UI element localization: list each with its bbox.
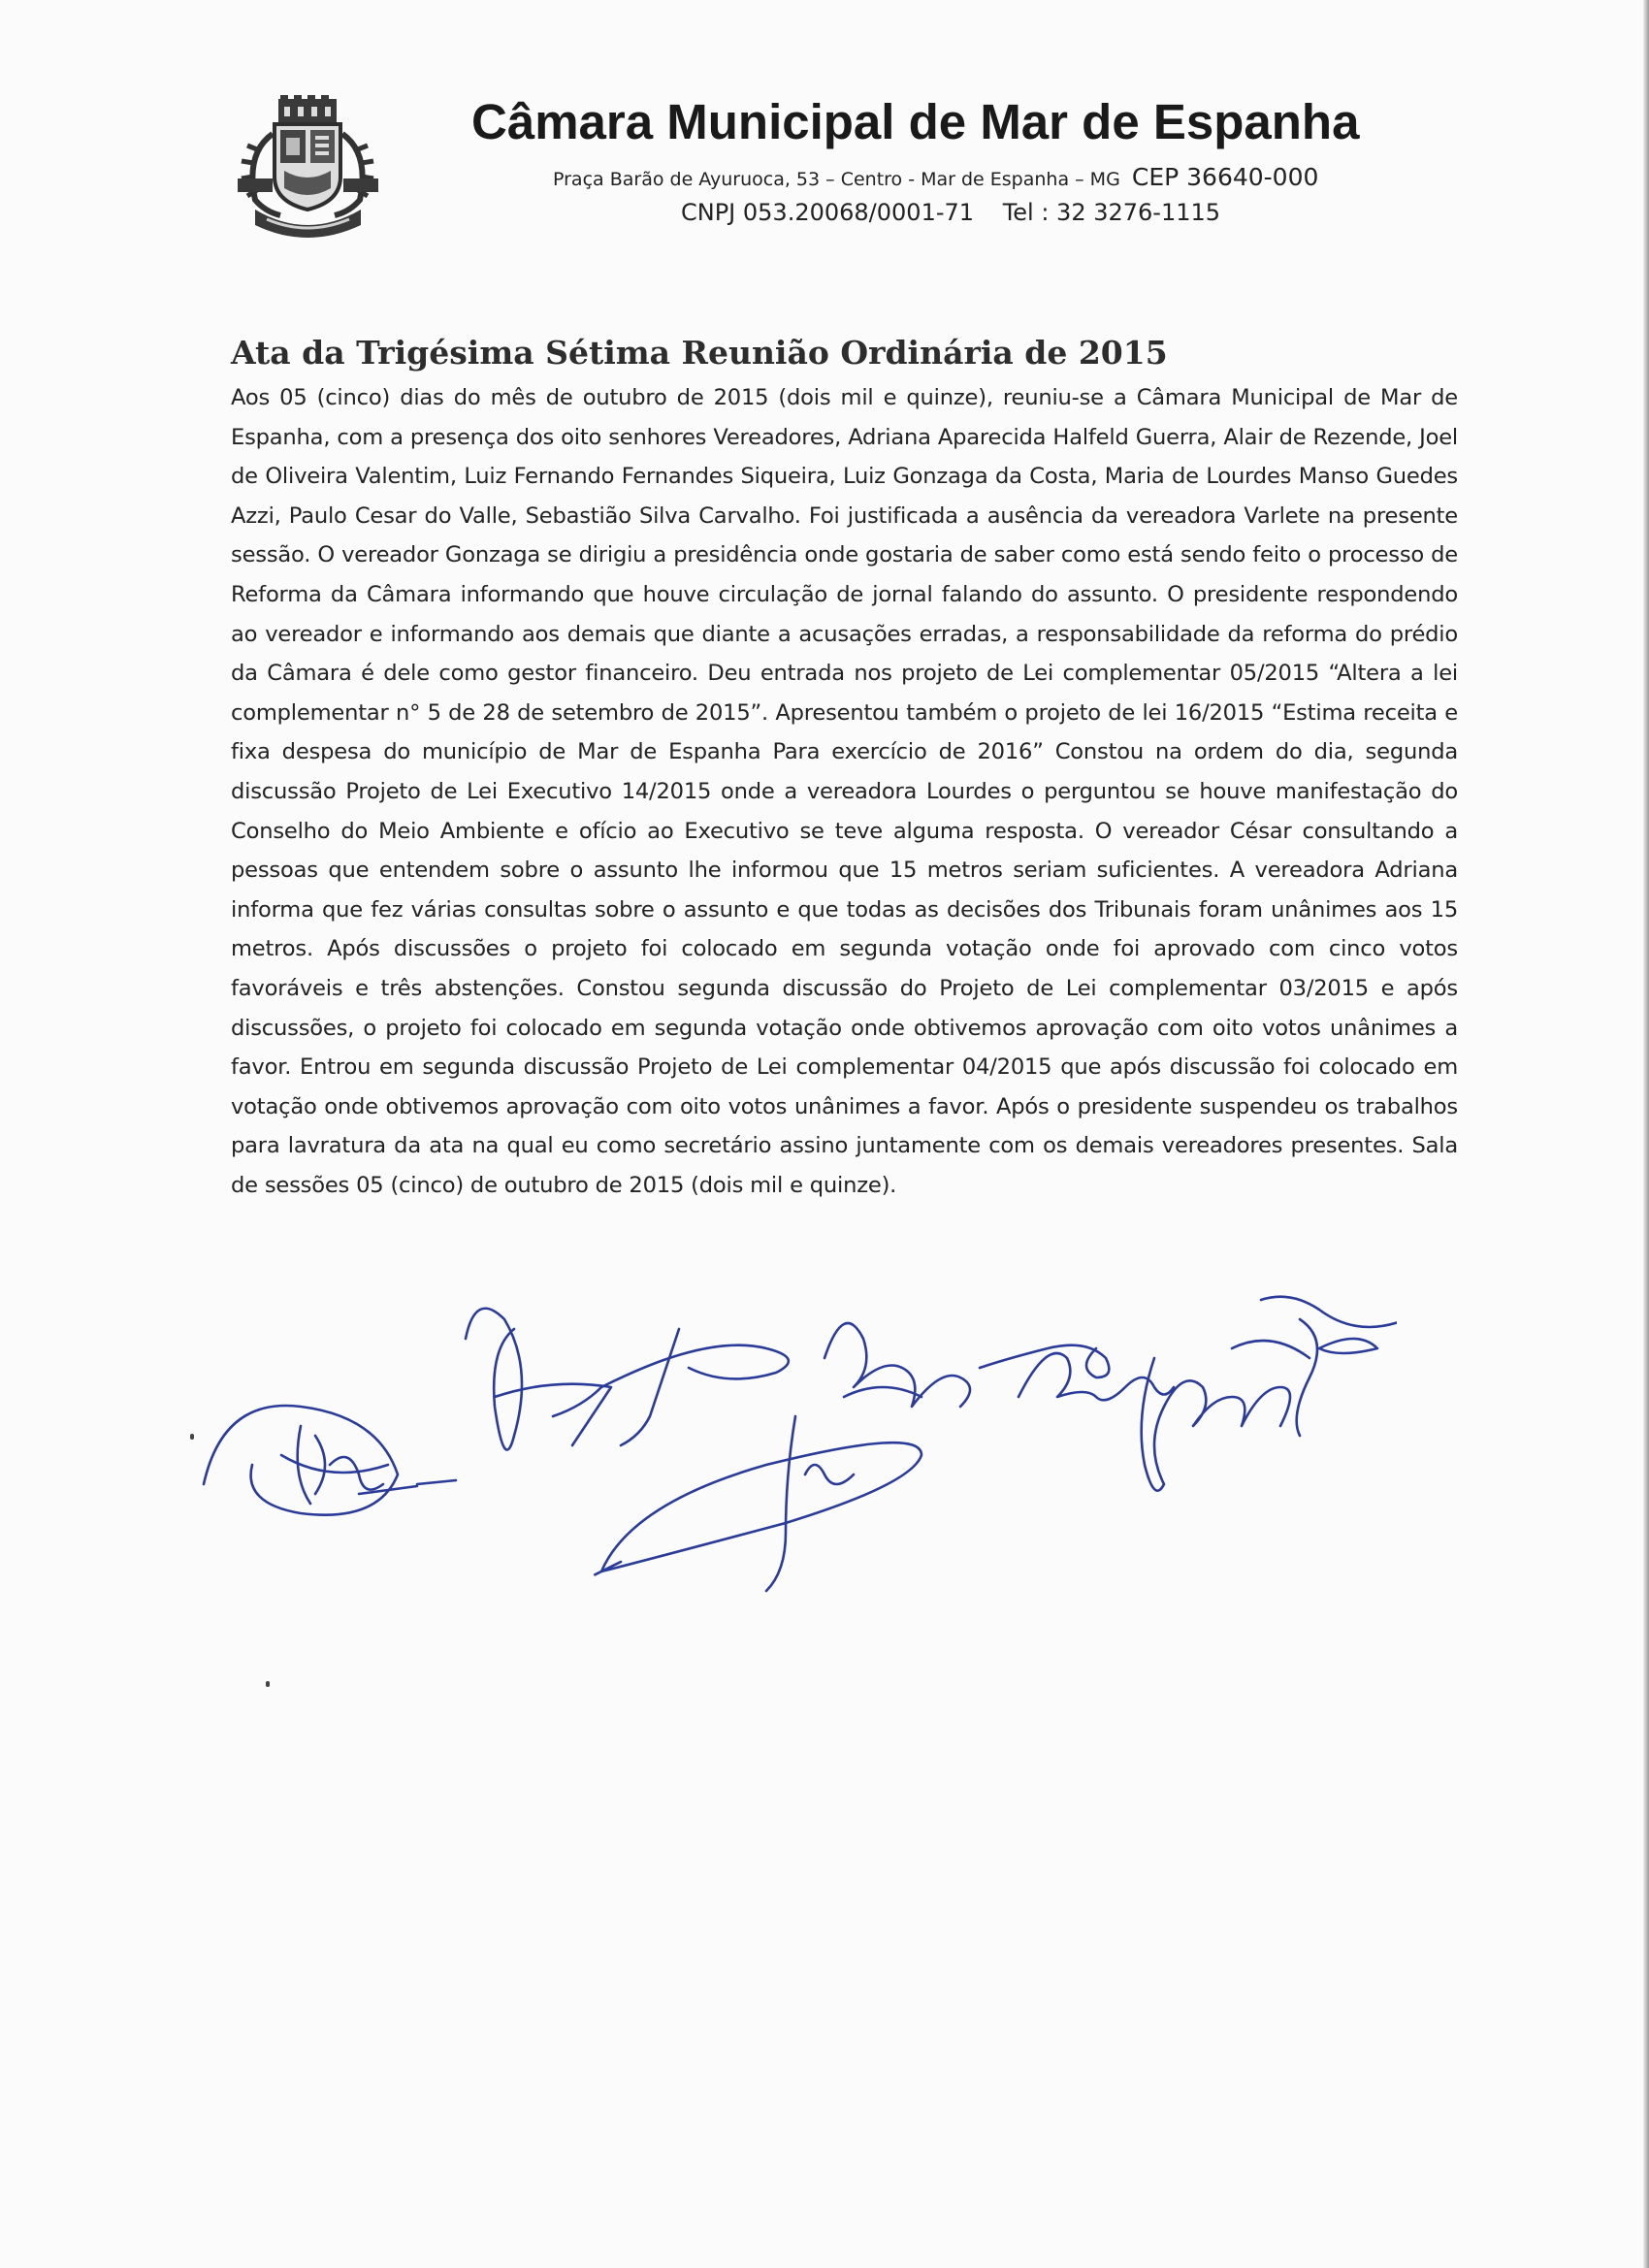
scan-speck: [266, 1681, 270, 1687]
scan-speck: [190, 1434, 194, 1440]
address-line: [553, 163, 1426, 191]
cnpj-number: CNPJ 053.20068/0001-71: [681, 199, 975, 226]
phone-number: Tel : 32 3276-1115: [1002, 199, 1221, 226]
street-address: Praça Barão de Ayuruoca, 53 – Centro - Mar de Espanha – MG: [553, 169, 1120, 190]
municipal-coat-of-arms-icon: [238, 95, 378, 241]
letterhead: [0, 0, 1649, 252]
registration-line: [681, 199, 1360, 226]
minutes-body: Aos 05 (cinco) dias do mês de outubro de 2015 (dois mil e quinze), reuniu-se a Câmara Municipal de Mar de Espanha, com a presença dos oito senhores Vereadores, Adriana Aparecida Halfeld Guerra, Alair de Rezende, Joel de Oliveira Valentim, Luiz Fernando Fernandes Siqueira, Luiz Gonzaga da Costa, Maria de Lourdes Manso Guedes Azzi, Paulo Cesar do Valle, Sebastião Silva Carvalho. Foi justificada a ausência da vereadora Varlete na presente sessão. O vereador Gonzaga se dirigiu a presidência onde gostaria de saber como está sendo feito o processo de Reforma da Câmara informando que houve circulação de jornal falando do assunto. O presidente respondendo ao vereador e informando aos demais que diante a acusações erradas, a responsabilidade da reforma do prédio da Câmara é dele como gestor financeiro. Deu entrada nos projeto de Lei complementar 05/2015 “Altera a lei complementar n° 5 de 28 de setembro de 2015”. Apresentou também o projeto de lei 16/2015 “Estima receita e fixa despesa do município de Mar de Espanha Para exercício de 2016” Constou na ordem do dia, segunda discussão Projeto de Lei Executivo 14/2015 onde a vereadora Lourdes o perguntou se houve manifestação do Conselho do Meio Ambiente e ofício ao Executivo se teve alguma resposta. O vereador César consultando a pessoas que entendem sobre o assunto lhe informou que 15 metros seriam suficientes. A vereadora Adriana informa que fez várias consultas sobre o assunto e que todas as decisões dos Tribunais foram unânimes aos 15 metros. Após discussões o projeto foi colocado em segunda votação onde foi aprovado com cinco votos favoráveis e três abstenções. Constou segunda discussão do Projeto de Lei complementar 03/2015 e após discussões, o projeto foi colocado em segunda votação onde obtivemos aprovação com oito votos unânimes a favor. Entrou em segunda discussão Projeto de Lei complementar 04/2015 que após discussão foi colocado em votação onde obtivemos aprovação com oito votos unânimes a favor. Após o presidente suspendeu os trabalhos para lavratura da ata na qual eu como secretário assino juntamente com os demais vereadores presentes. Sala de sessões 05 (cinco) de outubro de 2015 (dois mil e quinze).: [231, 385, 1458, 1198]
organization-name: Câmara Municipal de Mar de Espanha: [471, 94, 1360, 149]
document-title: Ata da Trigésima Sétima Reunião Ordinária de 2015: [231, 334, 1168, 372]
handwritten-signatures-icon: [184, 1280, 1397, 1649]
postal-code: CEP 36640-000: [1131, 163, 1319, 191]
page-edge: [1643, 0, 1649, 2268]
